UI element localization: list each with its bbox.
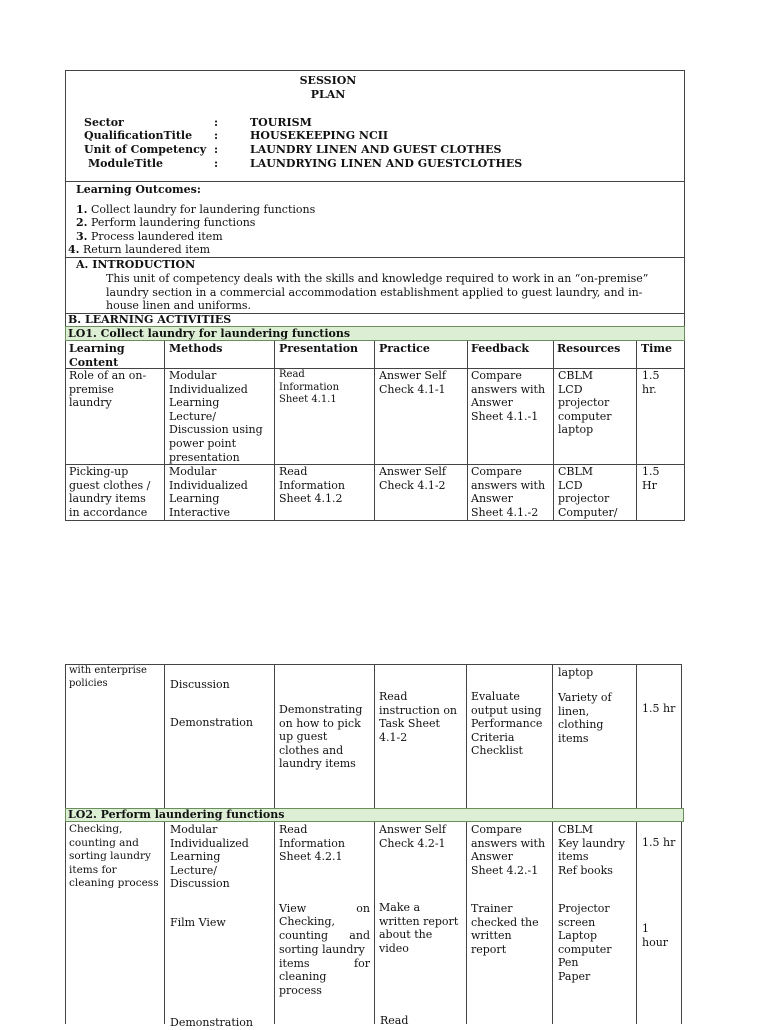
row2-resources: CBLM LCD projector Computer/ bbox=[558, 465, 618, 519]
page2-right-border bbox=[681, 664, 682, 1024]
outcome-item bbox=[76, 203, 315, 217]
outcome-item bbox=[76, 216, 255, 230]
presentation-line: items for bbox=[279, 957, 370, 970]
lo2-feedback-b: Trainer checked the written report bbox=[471, 902, 539, 956]
lo2-feedback-a: Compare answers with Answer Sheet 4.2.-1 bbox=[471, 823, 546, 877]
lo2-methods-b: Film View bbox=[170, 916, 226, 929]
row2-practice: Answer Self Check 4.1-2 bbox=[379, 465, 446, 492]
col-divider bbox=[274, 822, 275, 1024]
outcome-number: 1. bbox=[76, 203, 88, 216]
outcome-text: Return laundered item bbox=[82, 243, 211, 256]
lo2-time-a: 1.5 hr bbox=[642, 836, 676, 849]
field-label-module: ModuleTitle bbox=[88, 157, 164, 170]
col-divider bbox=[164, 664, 165, 808]
row1-time: 1.5 hr. bbox=[642, 369, 660, 396]
outcomes-heading: Learning Outcomes: bbox=[76, 183, 201, 196]
col-header-time: Time bbox=[641, 342, 673, 355]
outcome-number: 2. bbox=[76, 216, 88, 229]
row2-presentation: Read Information Sheet 4.1.2 bbox=[279, 465, 346, 506]
lo2-practice-c: Read bbox=[380, 1014, 409, 1027]
row1-practice: Answer Self Check 4.1-1 bbox=[379, 369, 446, 396]
presentation-line: sorting laundry bbox=[279, 943, 365, 956]
intro-heading: A. INTRODUCTION bbox=[76, 258, 196, 271]
col-header-resources: Resources bbox=[557, 342, 621, 355]
field-value-unit: LAUNDRY LINEN AND GUEST CLOTHES bbox=[250, 143, 502, 156]
row1-presentation: Read Information Sheet 4.1.1 bbox=[279, 369, 340, 405]
outcome-item bbox=[76, 230, 223, 244]
presentation-line: counting and bbox=[279, 929, 370, 942]
col-divider bbox=[552, 822, 553, 1024]
cont-methods-demonstration: Demonstration bbox=[170, 716, 253, 729]
lo2-content: Checking, counting and sorting laundry items for cleaning process bbox=[69, 823, 159, 890]
lo2-resources-b: Projector screen Laptop computer Pen Paper bbox=[558, 902, 612, 983]
col-divider bbox=[466, 822, 467, 1024]
intro-line: laundry section in a commercial accommodation establishment applied to guest laundry, and in- bbox=[106, 286, 643, 299]
divider-header bbox=[65, 181, 685, 182]
field-label-unit: Unit of Competency bbox=[84, 143, 207, 156]
cont-practice: Read instruction on Task Sheet 4.1-2 bbox=[379, 690, 458, 744]
row1-content: Role of an on- premise laundry bbox=[69, 369, 147, 410]
outcome-item bbox=[68, 243, 210, 257]
cont-resources: Variety of linen, clothing items bbox=[558, 691, 612, 745]
row1-methods: Modular Individualized Learning Lecture/ Discussion using power point presentation bbox=[169, 369, 263, 464]
cont-presentation: Demonstrating on how to pick up guest clothes and laundry items bbox=[279, 703, 363, 771]
row2-time: 1.5 Hr bbox=[642, 465, 660, 492]
outcome-text: Process laundered item bbox=[90, 230, 223, 243]
field-colon-module: : bbox=[214, 157, 219, 170]
lo2-resources-a: CBLM Key laundry items Ref books bbox=[558, 823, 625, 877]
col-divider bbox=[374, 664, 375, 808]
row2-content: Picking-up guest clothes / laundry items in accordance bbox=[69, 465, 151, 519]
lo2-time-b: 1 hour bbox=[642, 922, 669, 949]
row2-feedback: Compare answers with Answer Sheet 4.1.-2 bbox=[471, 465, 546, 519]
row1-resources: CBLM LCD projector computer laptop bbox=[558, 369, 612, 437]
field-value-qualification: HOUSEKEEPING NCII bbox=[250, 129, 389, 142]
outcome-number: 3. bbox=[76, 230, 88, 243]
col-divider bbox=[164, 822, 165, 1024]
col-header-practice: Practice bbox=[379, 342, 430, 355]
col-header-methods: Methods bbox=[169, 342, 223, 355]
cont-feedback: Evaluate output using Performance Criteria Checklist bbox=[471, 690, 543, 758]
col-divider bbox=[274, 664, 275, 808]
outcome-text: Perform laundering functions bbox=[90, 216, 256, 229]
intro-line: This unit of competency deals with the skills and knowledge required to work in an “on-premise” bbox=[106, 272, 649, 285]
field-value-module: LAUNDRYING LINEN AND GUESTCLOTHES bbox=[250, 157, 523, 170]
field-label-sector: Sector bbox=[84, 116, 124, 129]
col-divider bbox=[466, 664, 467, 808]
field-label-qualification: QualificationTitle bbox=[84, 129, 193, 142]
page2-left-border bbox=[65, 664, 66, 1024]
cont-resources-laptop: laptop bbox=[558, 666, 594, 679]
presentation-line: Checking, bbox=[279, 915, 335, 928]
field-colon-qualification: : bbox=[214, 129, 219, 142]
row2-methods: Modular Individualized Learning Interactive bbox=[169, 465, 248, 519]
cont-time: 1.5 hr bbox=[642, 702, 676, 715]
lo2-heading: LO2. Perform laundering functions bbox=[68, 808, 285, 821]
lo2-practice-a: Answer Self Check 4.2-1 bbox=[379, 823, 446, 850]
cont-methods-discussion: Discussion bbox=[170, 678, 230, 691]
presentation-line: View on bbox=[279, 902, 370, 915]
cont-content: with enterprise policies bbox=[69, 665, 147, 689]
col-header-presentation: Presentation bbox=[279, 342, 359, 355]
lo2-presentation-a: Read Information Sheet 4.2.1 bbox=[279, 823, 346, 864]
lo1-heading: LO1. Collect laundry for laundering functions bbox=[68, 327, 351, 340]
title-line-2: PLAN bbox=[310, 87, 346, 101]
field-colon-sector: : bbox=[214, 116, 219, 129]
activities-heading: B. LEARNING ACTIVITIES bbox=[68, 313, 232, 326]
lo2-methods-c: Demonstration bbox=[170, 1016, 253, 1029]
intro-line: house linen and uniforms. bbox=[106, 299, 252, 312]
col-divider bbox=[374, 822, 375, 1024]
outcome-text: Collect laundry for laundering functions bbox=[90, 203, 316, 216]
field-value-sector: TOURISM bbox=[250, 116, 312, 129]
presentation-line: cleaning bbox=[279, 970, 327, 983]
col-divider bbox=[636, 822, 637, 1024]
col-divider bbox=[636, 664, 637, 808]
col-header-content: Learning Content bbox=[69, 342, 125, 369]
col-header-feedback: Feedback bbox=[471, 342, 530, 355]
lo2-methods-a: Modular Individualized Learning Lecture/ Discussion bbox=[170, 823, 249, 891]
page-title bbox=[65, 74, 591, 101]
row1-feedback: Compare answers with Answer Sheet 4.1.-1 bbox=[471, 369, 546, 423]
col-divider bbox=[552, 664, 553, 808]
outcome-number: 4. bbox=[68, 243, 80, 256]
field-colon-unit: : bbox=[214, 143, 219, 156]
lo2-practice-b: Make a written report about the video bbox=[379, 901, 459, 955]
title-line-1: SESSION bbox=[299, 74, 357, 87]
presentation-line: process bbox=[279, 984, 322, 997]
